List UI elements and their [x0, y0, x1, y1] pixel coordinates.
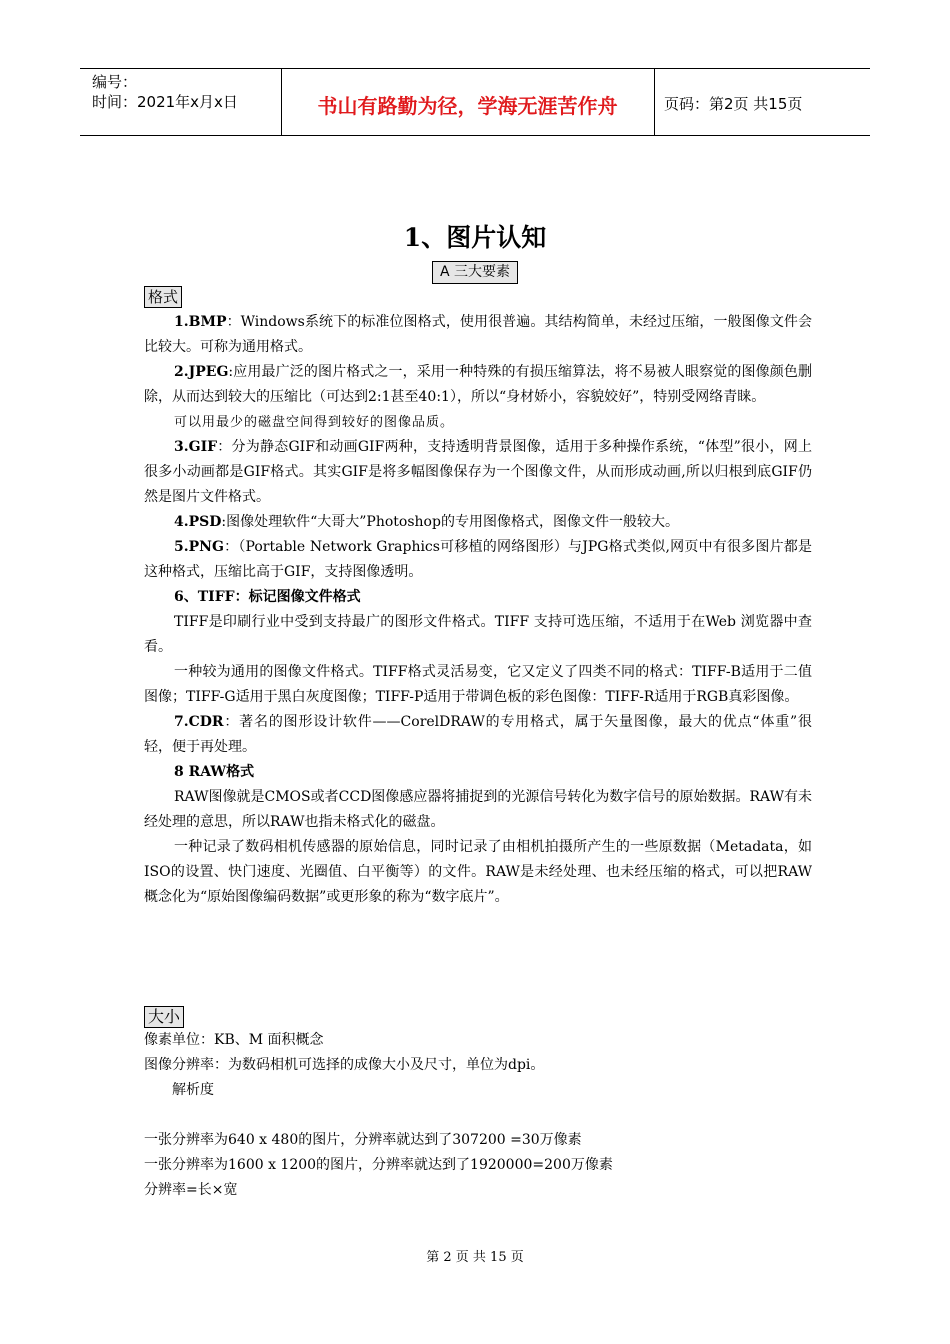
serial-label: 编号： [92, 73, 138, 91]
paragraph-cdr: 7.CDR：著名的图形设计软件——CorelDRAW的专用格式，属于矢量图像，最大的优点“体重”很轻，便于再处理。 [144, 714, 812, 755]
paragraph-tiff-1: TIFF是印刷行业中受到支持最广的图形文件格式。TIFF 支持可选压缩，不适用于在Web 浏览器中查看。 [144, 614, 812, 655]
heading-tiff: 6、TIFF：标记图像文件格式 [174, 589, 361, 605]
header-meta [92, 72, 238, 112]
format-section-label: 格式 [144, 286, 182, 308]
paragraph-bmp: 1.BMP：Windows系统下的标准位图格式，使用很普遍。其结构简单，未经过压缩，一般图像文件会比较大。可称为通用格式。 [144, 314, 812, 355]
size-line-example-2: 一张分辨率为1600 x 1200的图片，分辨率就达到了1920000=200万像素 [144, 1157, 613, 1173]
size-line-example-1: 一张分辨率为640 x 480的图片，分辨率就达到了307200 =30万像素 [144, 1132, 582, 1148]
header-divider-right [654, 68, 655, 135]
paragraph-jpeg: 2.JPEG:应用最广泛的图片格式之一，采用一种特殊的有损压缩算法，将不易被人眼察觉的图像颜色删除，从而达到较大的压缩比（可达到2:1甚至40:1），所以“身材娇小，容貌姣好”，特别受网络青睐。 [144, 364, 812, 405]
size-line-pixel-unit: 像素单位：KB、M 面积概念 [144, 1032, 324, 1048]
size-line-resolution: 图像分辨率：为数码相机可选择的成像大小及尺寸，单位为dpi。 [144, 1057, 545, 1073]
page-footer: 第 2 页 共 15 页 [426, 1250, 524, 1265]
header-bottom-rule [80, 135, 870, 136]
paragraph-png: 5.PNG：（Portable Network Graphics可移植的网络图形）与JPG格式类似,网页中有很多图片都是这种格式，压缩比高于GIF，支持图像透明。 [144, 539, 812, 580]
size-section-label: 大小 [144, 1006, 184, 1028]
heading-raw: 8 RAW格式 [174, 764, 255, 780]
time-label: 时间：2021年x月x日 [92, 93, 238, 111]
size-line-blank [144, 1103, 812, 1128]
format-section-body [144, 310, 812, 910]
paragraph-gif: 3.GIF：分为静态GIF和动画GIF两种，支持透明背景图像，适用于多种操作系统，“体型”很小，网上很多小动画都是GIF格式。其实GIF是将多幅图像保存为一个图像文件，从而形成动画,所以归根到底GIF仍然是图片文件格式。 [144, 439, 812, 505]
header-motto: 书山有路勤为径，学海无涯苦作舟 [317, 94, 618, 118]
header-page-info: 页码：第2页 共15页 [664, 95, 803, 113]
size-section-body [144, 1028, 812, 1203]
paragraph-raw-1: RAW图像就是CMOS或者CCD图像感应器将捕捉到的光源信号转化为数字信号的原始数据。RAW有未经处理的意思，所以RAW也指未格式化的磁盘。 [144, 789, 812, 830]
size-line-definition: 解析度 [172, 1082, 214, 1098]
page-title: 1、图片认知 [403, 223, 547, 252]
header-top-rule [80, 68, 870, 69]
size-line-formula: 分辨率=长×宽 [144, 1182, 238, 1198]
paragraph-psd: 4.PSD:图像处理软件“大哥大”Photoshop的专用图像格式，图像文件一般较大。 [174, 514, 679, 530]
paragraph-jpeg-note: 可以用最少的磁盘空间得到较好的图像品质。 [174, 415, 455, 430]
paragraph-tiff-2: 一种较为通用的图像文件格式。TIFF格式灵活易变，它又定义了四类不同的格式：TIFF-B适用于二值图像；TIFF-G适用于黑白灰度图像；TIFF-P适用于带调色板的彩色图像：TIFF-R适用于RGB真彩图像。 [144, 664, 812, 705]
section-subtitle: A 三大要素 [432, 261, 518, 284]
paragraph-raw-2: 一种记录了数码相机传感器的原始信息，同时记录了由相机拍摄所产生的一些原数据（Metadata，如ISO的设置、快门速度、光圈值、白平衡等）的文件。RAW是未经处理、也未经压缩的格式，可以把RAW概念化为“原始图像编码数据”或更形象的称为“数字底片”。 [144, 839, 812, 905]
